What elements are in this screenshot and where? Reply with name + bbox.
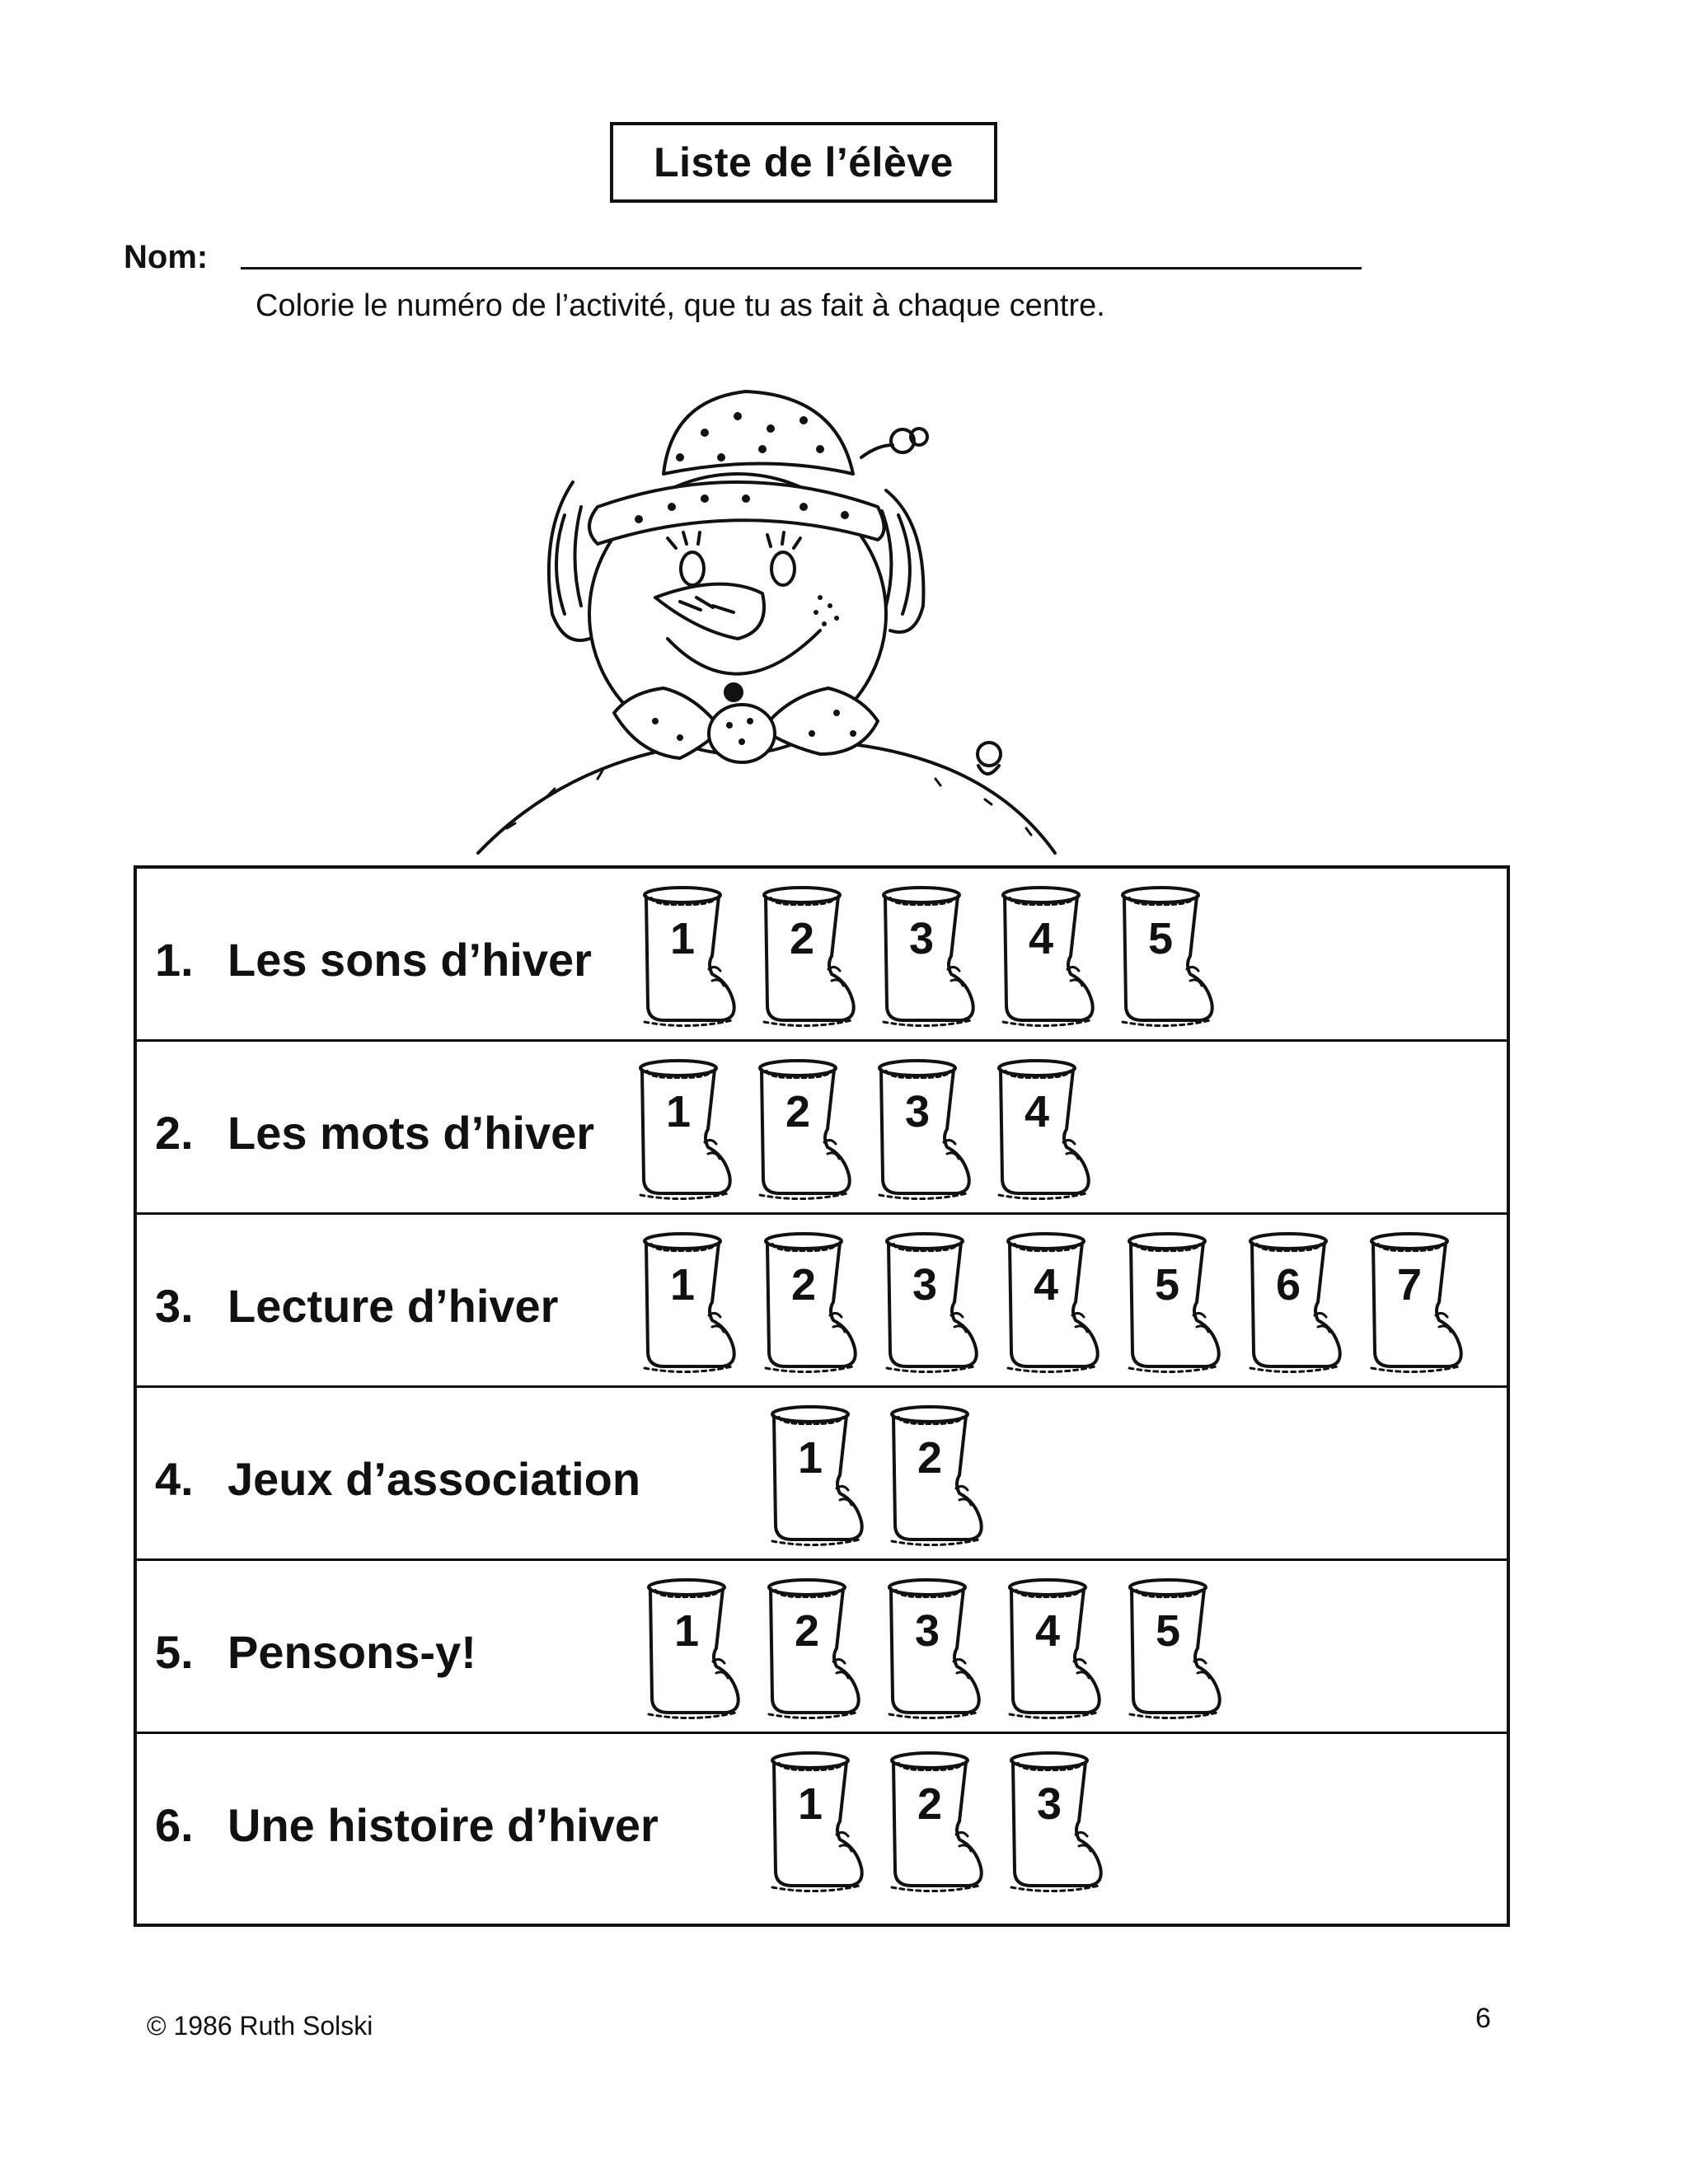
activity-row-6 [137,1734,1507,1907]
page-title: Liste de l’élève [654,139,954,185]
boot-checkbox-6[interactable] [1245,1228,1344,1373]
boot-checkbox-1[interactable] [767,1401,866,1546]
boot-checkbox-1[interactable] [635,1055,734,1200]
activity-number: 4. [155,1453,194,1505]
boot-number: 1 [669,1260,696,1310]
activity-label [155,1279,558,1333]
activity-table [134,865,1510,1927]
boot-checkbox-2[interactable] [887,1401,986,1546]
boot-checkbox-5[interactable] [1124,1228,1223,1373]
activity-title: Jeux d’association [227,1453,641,1505]
boot-number: 7 [1396,1260,1423,1310]
boot-number: 2 [785,1087,811,1137]
boot-number: 3 [912,1260,938,1310]
boot-checkbox-3[interactable] [882,1228,981,1373]
activity-label [155,1106,594,1160]
instruction-text: Colorie le numéro de l’activité, que tu as fait à chaque centre. [256,288,1105,323]
scarecrow-icon [474,367,1076,861]
activity-title: Les mots d’hiver [227,1107,595,1159]
activity-label [155,1452,640,1506]
boot-number: 5 [1154,1260,1180,1310]
boot-number: 6 [1275,1260,1301,1310]
activity-number: 6. [155,1799,194,1851]
name-write-line[interactable] [241,267,1362,269]
boot-number: 3 [1036,1779,1062,1829]
boot-number: 5 [1147,914,1174,963]
boot-checkbox-2[interactable] [887,1747,986,1892]
boot-checkbox-3[interactable] [879,882,978,1027]
boot-number: 1 [797,1433,823,1483]
boot-checkbox-4[interactable] [994,1055,1093,1200]
boot-number: 1 [797,1779,823,1829]
activity-title: Les sons d’hiver [227,934,592,986]
activity-label [155,1625,476,1679]
activity-label [155,933,592,987]
boot-checkbox-1[interactable] [767,1747,866,1892]
activity-number: 3. [155,1280,194,1332]
boot-checkbox-4[interactable] [1005,1574,1104,1719]
activity-row-2 [137,1042,1507,1215]
activity-number: 5. [155,1626,194,1678]
boot-number: 2 [790,1260,817,1310]
boot-checkbox-2[interactable] [759,882,858,1027]
activity-title: Lecture d’hiver [227,1280,559,1332]
boot-number: 2 [794,1606,820,1656]
boot-number: 5 [1155,1606,1181,1656]
name-field-row [124,239,1368,288]
title-box [610,122,997,203]
activity-title: Une histoire d’hiver [227,1799,659,1851]
activity-number: 1. [155,934,194,986]
activity-label [155,1798,659,1852]
activity-row-5 [137,1561,1507,1734]
boot-number: 2 [917,1433,943,1483]
boot-checkbox-3[interactable] [1006,1747,1105,1892]
boot-number: 3 [904,1087,931,1137]
boot-checkbox-2[interactable] [761,1228,860,1373]
activity-row-1 [137,869,1507,1042]
boot-checkbox-3[interactable] [874,1055,973,1200]
boot-checkbox-4[interactable] [1003,1228,1102,1373]
boot-number: 1 [669,914,696,963]
activity-number: 2. [155,1107,194,1159]
boot-checkbox-1[interactable] [644,1574,743,1719]
boot-checkbox-5[interactable] [1118,882,1217,1027]
boot-number: 2 [917,1779,943,1829]
scarecrow-illustration [474,367,1076,861]
boot-number: 1 [673,1606,700,1656]
boot-checkbox-3[interactable] [884,1574,983,1719]
boot-number: 4 [1024,1087,1050,1137]
activity-row-3 [137,1215,1507,1388]
copyright-text: © 1986 Ruth Solski [147,2011,373,2041]
boot-checkbox-5[interactable] [1125,1574,1224,1719]
activity-title: Pensons-y! [227,1626,476,1678]
boot-checkbox-1[interactable] [640,1228,738,1373]
boot-checkbox-1[interactable] [640,882,738,1027]
boot-number: 3 [908,914,935,963]
activity-row-4 [137,1388,1507,1561]
boot-number: 4 [1028,914,1054,963]
boot-checkbox-7[interactable] [1367,1228,1465,1373]
boot-checkbox-2[interactable] [755,1055,854,1200]
boot-number: 4 [1034,1606,1061,1656]
boot-checkbox-2[interactable] [764,1574,863,1719]
name-label: Nom: [124,239,209,275]
page-number: 6 [1475,2003,1491,2034]
boot-number: 1 [665,1087,692,1137]
boot-number: 2 [789,914,815,963]
boot-checkbox-4[interactable] [998,882,1097,1027]
boot-number: 4 [1033,1260,1059,1310]
boot-number: 3 [914,1606,940,1656]
